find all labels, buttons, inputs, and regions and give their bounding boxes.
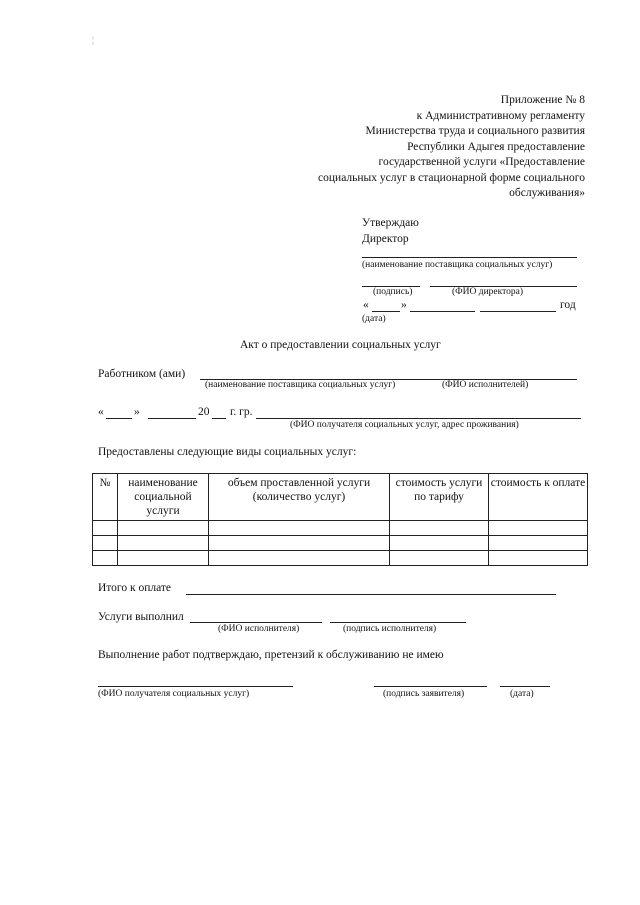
table-cell bbox=[390, 521, 489, 536]
day-line bbox=[372, 311, 400, 312]
table-cell bbox=[93, 551, 118, 566]
director-label: Директор bbox=[362, 233, 409, 245]
table-cell bbox=[118, 521, 209, 536]
table-cell bbox=[489, 536, 588, 551]
bottom-date-line bbox=[500, 686, 550, 687]
services-intro: Предоставлены следующие виды социальных услуг: bbox=[98, 446, 357, 458]
performed-label: Услуги выполнил bbox=[98, 611, 184, 623]
table-cell bbox=[93, 536, 118, 551]
applicant-signature-caption: (подпись заявителя) bbox=[383, 689, 465, 699]
executors-caption: (ФИО исполнителей) bbox=[442, 380, 529, 390]
act-title: Акт о предоставлении социальных услуг bbox=[240, 339, 441, 351]
table-header-row bbox=[93, 474, 588, 521]
table-row bbox=[93, 521, 588, 536]
date-open-quote: « bbox=[363, 299, 369, 311]
bottom-date-caption: (дата) bbox=[510, 689, 534, 699]
director-name-caption: (ФИО директора) bbox=[452, 287, 524, 297]
performer-signature-line bbox=[330, 622, 466, 623]
recipient-year-suffix: г. гр. bbox=[230, 406, 253, 418]
appendix-header bbox=[318, 93, 585, 202]
column-header: объем проставленной услуги (количество услуг) bbox=[209, 474, 390, 521]
table-cell bbox=[489, 551, 588, 566]
confirmation-text: Выполнение работ подтверждаю, претензий к обслуживанию не имею bbox=[98, 649, 444, 661]
workers-provider-caption: (наименование поставщика социальных услуг) bbox=[205, 380, 396, 390]
recipient-year-prefix: 20 bbox=[198, 406, 210, 418]
performer-name-line bbox=[190, 622, 322, 623]
recipient-open-quote: « bbox=[98, 406, 104, 418]
margin-mark: ¦ bbox=[92, 36, 94, 46]
column-header: стоимость услуги по тарифу bbox=[390, 474, 489, 521]
recipient-name-signature-line bbox=[98, 686, 293, 687]
recipient-name-line bbox=[256, 418, 581, 419]
table-row bbox=[93, 551, 588, 566]
year-word: год bbox=[560, 299, 576, 311]
signature-caption: (подпись) bbox=[373, 287, 413, 297]
approve-label: Утверждаю bbox=[362, 217, 419, 229]
header-line: Республики Адыгея предоставление bbox=[407, 140, 585, 153]
recipient-month-line bbox=[148, 418, 196, 419]
table-cell bbox=[118, 536, 209, 551]
header-line: Приложение № 8 bbox=[500, 94, 585, 106]
performer-signature-caption: (подпись исполнителя) bbox=[343, 624, 437, 634]
recipient-close-quote: » bbox=[134, 406, 140, 418]
header-line: обслуживания» bbox=[509, 187, 585, 199]
total-label: Итого к оплате bbox=[98, 582, 172, 594]
table-cell bbox=[93, 521, 118, 536]
table-row bbox=[93, 536, 588, 551]
column-header: № bbox=[93, 474, 118, 521]
date-close-quote: » bbox=[401, 299, 407, 311]
column-header: наименование социальной услуги bbox=[118, 474, 209, 521]
recipient-day-line bbox=[106, 418, 132, 419]
header-line: социальных услуг в стационарной форме социального bbox=[318, 171, 585, 184]
table-cell bbox=[209, 521, 390, 536]
header-line: Министерства труда и социального развития bbox=[365, 125, 585, 137]
column-header: стоимость к оплате bbox=[489, 474, 588, 521]
workers-label: Работником (ами) bbox=[98, 368, 186, 380]
recipient-caption: (ФИО получателя социальных услуг, адрес проживания) bbox=[290, 420, 519, 430]
provider-signature-line bbox=[362, 257, 577, 258]
date-caption: (дата) bbox=[362, 314, 386, 324]
year-line bbox=[480, 311, 556, 312]
bottom-recipient-caption: (ФИО получателя социальных услуг) bbox=[98, 689, 250, 699]
table-cell bbox=[209, 536, 390, 551]
recipient-year-line bbox=[212, 418, 226, 419]
table-cell bbox=[118, 551, 209, 566]
total-line bbox=[186, 594, 556, 595]
table-cell bbox=[390, 536, 489, 551]
performer-name-caption: (ФИО исполнителя) bbox=[218, 624, 300, 634]
provider-caption: (наименование поставщика социальных услуг) bbox=[362, 260, 553, 270]
table-cell bbox=[489, 521, 588, 536]
table-cell bbox=[209, 551, 390, 566]
header-line: государственной услуги «Предоставление bbox=[378, 156, 585, 168]
applicant-signature-line bbox=[374, 686, 487, 687]
table-cell bbox=[390, 551, 489, 566]
month-line bbox=[410, 311, 475, 312]
services-table bbox=[92, 473, 588, 566]
header-line: к Административному регламенту bbox=[416, 109, 585, 122]
